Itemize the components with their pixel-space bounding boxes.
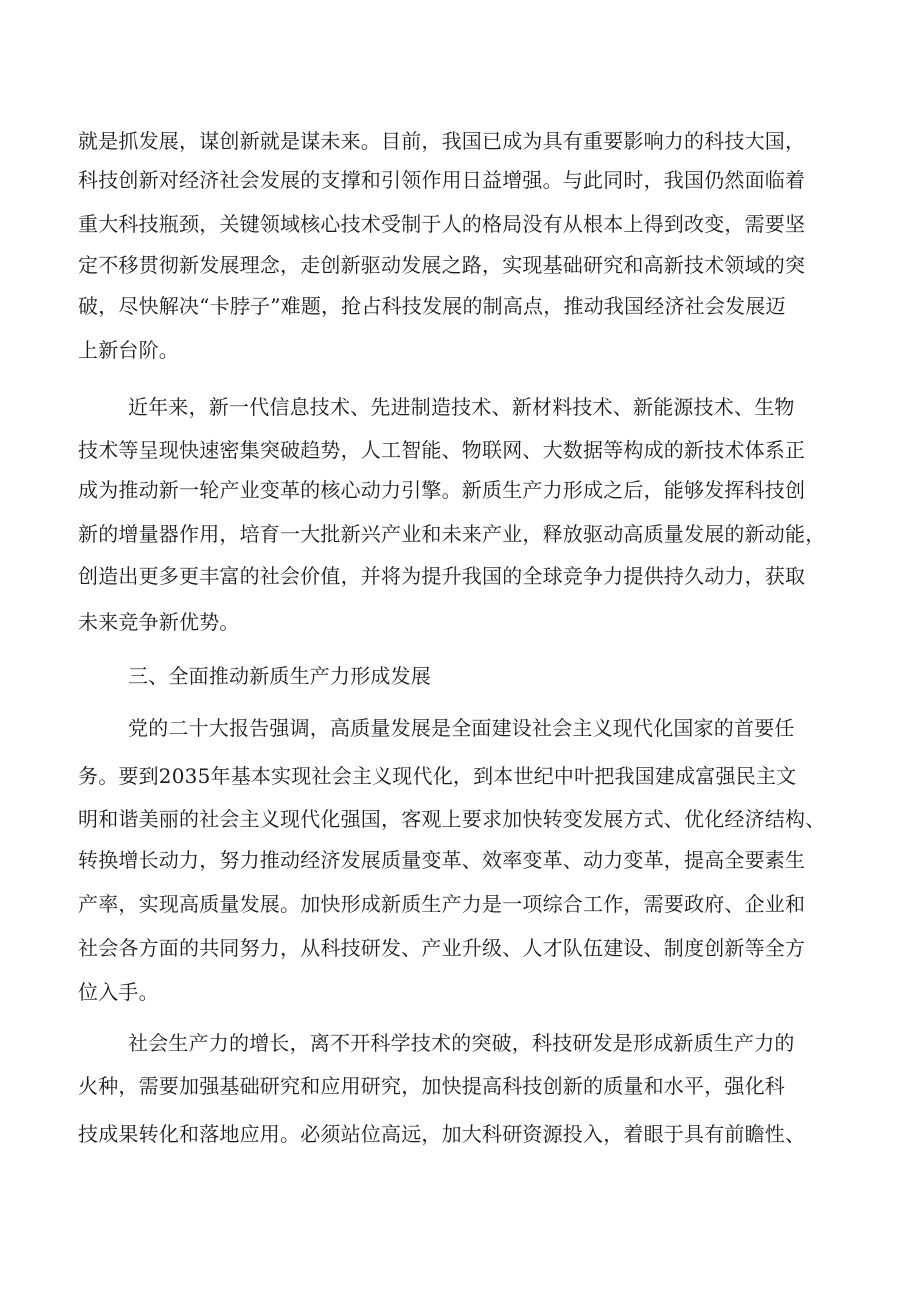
text-line: 定不移贯彻新发展理念，走创新驱动发展之路，实现基础研究和高新技术领域的突 xyxy=(78,253,806,277)
text-line: 破，尽快解决“卡脖子”难题，抢占科技发展的制高点，推动我国经济社会发展迈 xyxy=(78,294,786,318)
text-line: 社会各方面的共同努力，从科技研发、产业升级、人才队伍建设、制度创新等全方 xyxy=(78,936,806,960)
text-line: 上新台阶。 xyxy=(78,338,179,362)
text-line: 明和谐美丽的社会主义现代化强国，客观上要求加快转变发展方式、优化经济结构、 xyxy=(78,807,826,831)
text-line: 创造出更多更丰富的社会价值，并将为提升我国的全球竞争力提供持久动力，获取 xyxy=(78,564,806,588)
text-line: 近年来，新一代信息技术、先进制造技术、新材料技术、新能源技术、生物 xyxy=(128,395,795,419)
text-line: 就是抓发展，谋创新就是谋未来。目前，我国已成为具有重要影响力的科技大国， xyxy=(78,129,806,153)
text-line: 转换增长动力，努力推动经济发展质量变革、效率变革、动力变革，提高全要素生 xyxy=(78,848,806,872)
section-heading: 三、全面推动新质生产力形成发展 xyxy=(128,664,431,688)
text-line: 未来竞争新优势。 xyxy=(78,610,240,634)
text-line: 新的增量器作用，培育一大批新兴产业和未来产业，释放驱动高质量发展的新动能， xyxy=(78,522,826,546)
text-line: 技成果转化和落地应用。必须站位高远，加大科研资源投入，着眼于具有前瞻性、 xyxy=(78,1122,806,1146)
text-line: 产率，实现高质量发展。加快形成新质生产力是一项综合工作，需要政府、企业和 xyxy=(78,892,806,916)
text-line: 技术等呈现快速密集突破趋势，人工智能、物联网、大数据等构成的新技术体系正 xyxy=(78,438,806,462)
text-line: 社会生产力的增长，离不开科学技术的突破，科技研发是形成新质生产力的 xyxy=(128,1031,795,1055)
text-line: 火种，需要加强基础研究和应用研究，加快提高科技创新的质量和水平，强化科 xyxy=(78,1074,785,1098)
text-line: 党的二十大报告强调，高质量发展是全面建设社会主义现代化国家的首要任 xyxy=(128,716,795,740)
text-line: 成为推动新一轮产业变革的核心动力引擎。新质生产力形成之后，能够发挥科技创 xyxy=(78,478,806,502)
text-line: 重大科技瓶颈，关键领域核心技术受制于人的格局没有从根本上得到改变，需要坚 xyxy=(78,212,806,236)
text-line: 位入手。 xyxy=(78,980,159,1004)
text-line: 务。要到2035年基本实现社会主义现代化，到本世纪中叶把我国建成富强民主文 xyxy=(78,764,797,788)
text-line: 科技创新对经济社会发展的支撑和引领作用日益增强。与此同时，我国仍然面临着 xyxy=(78,168,806,192)
